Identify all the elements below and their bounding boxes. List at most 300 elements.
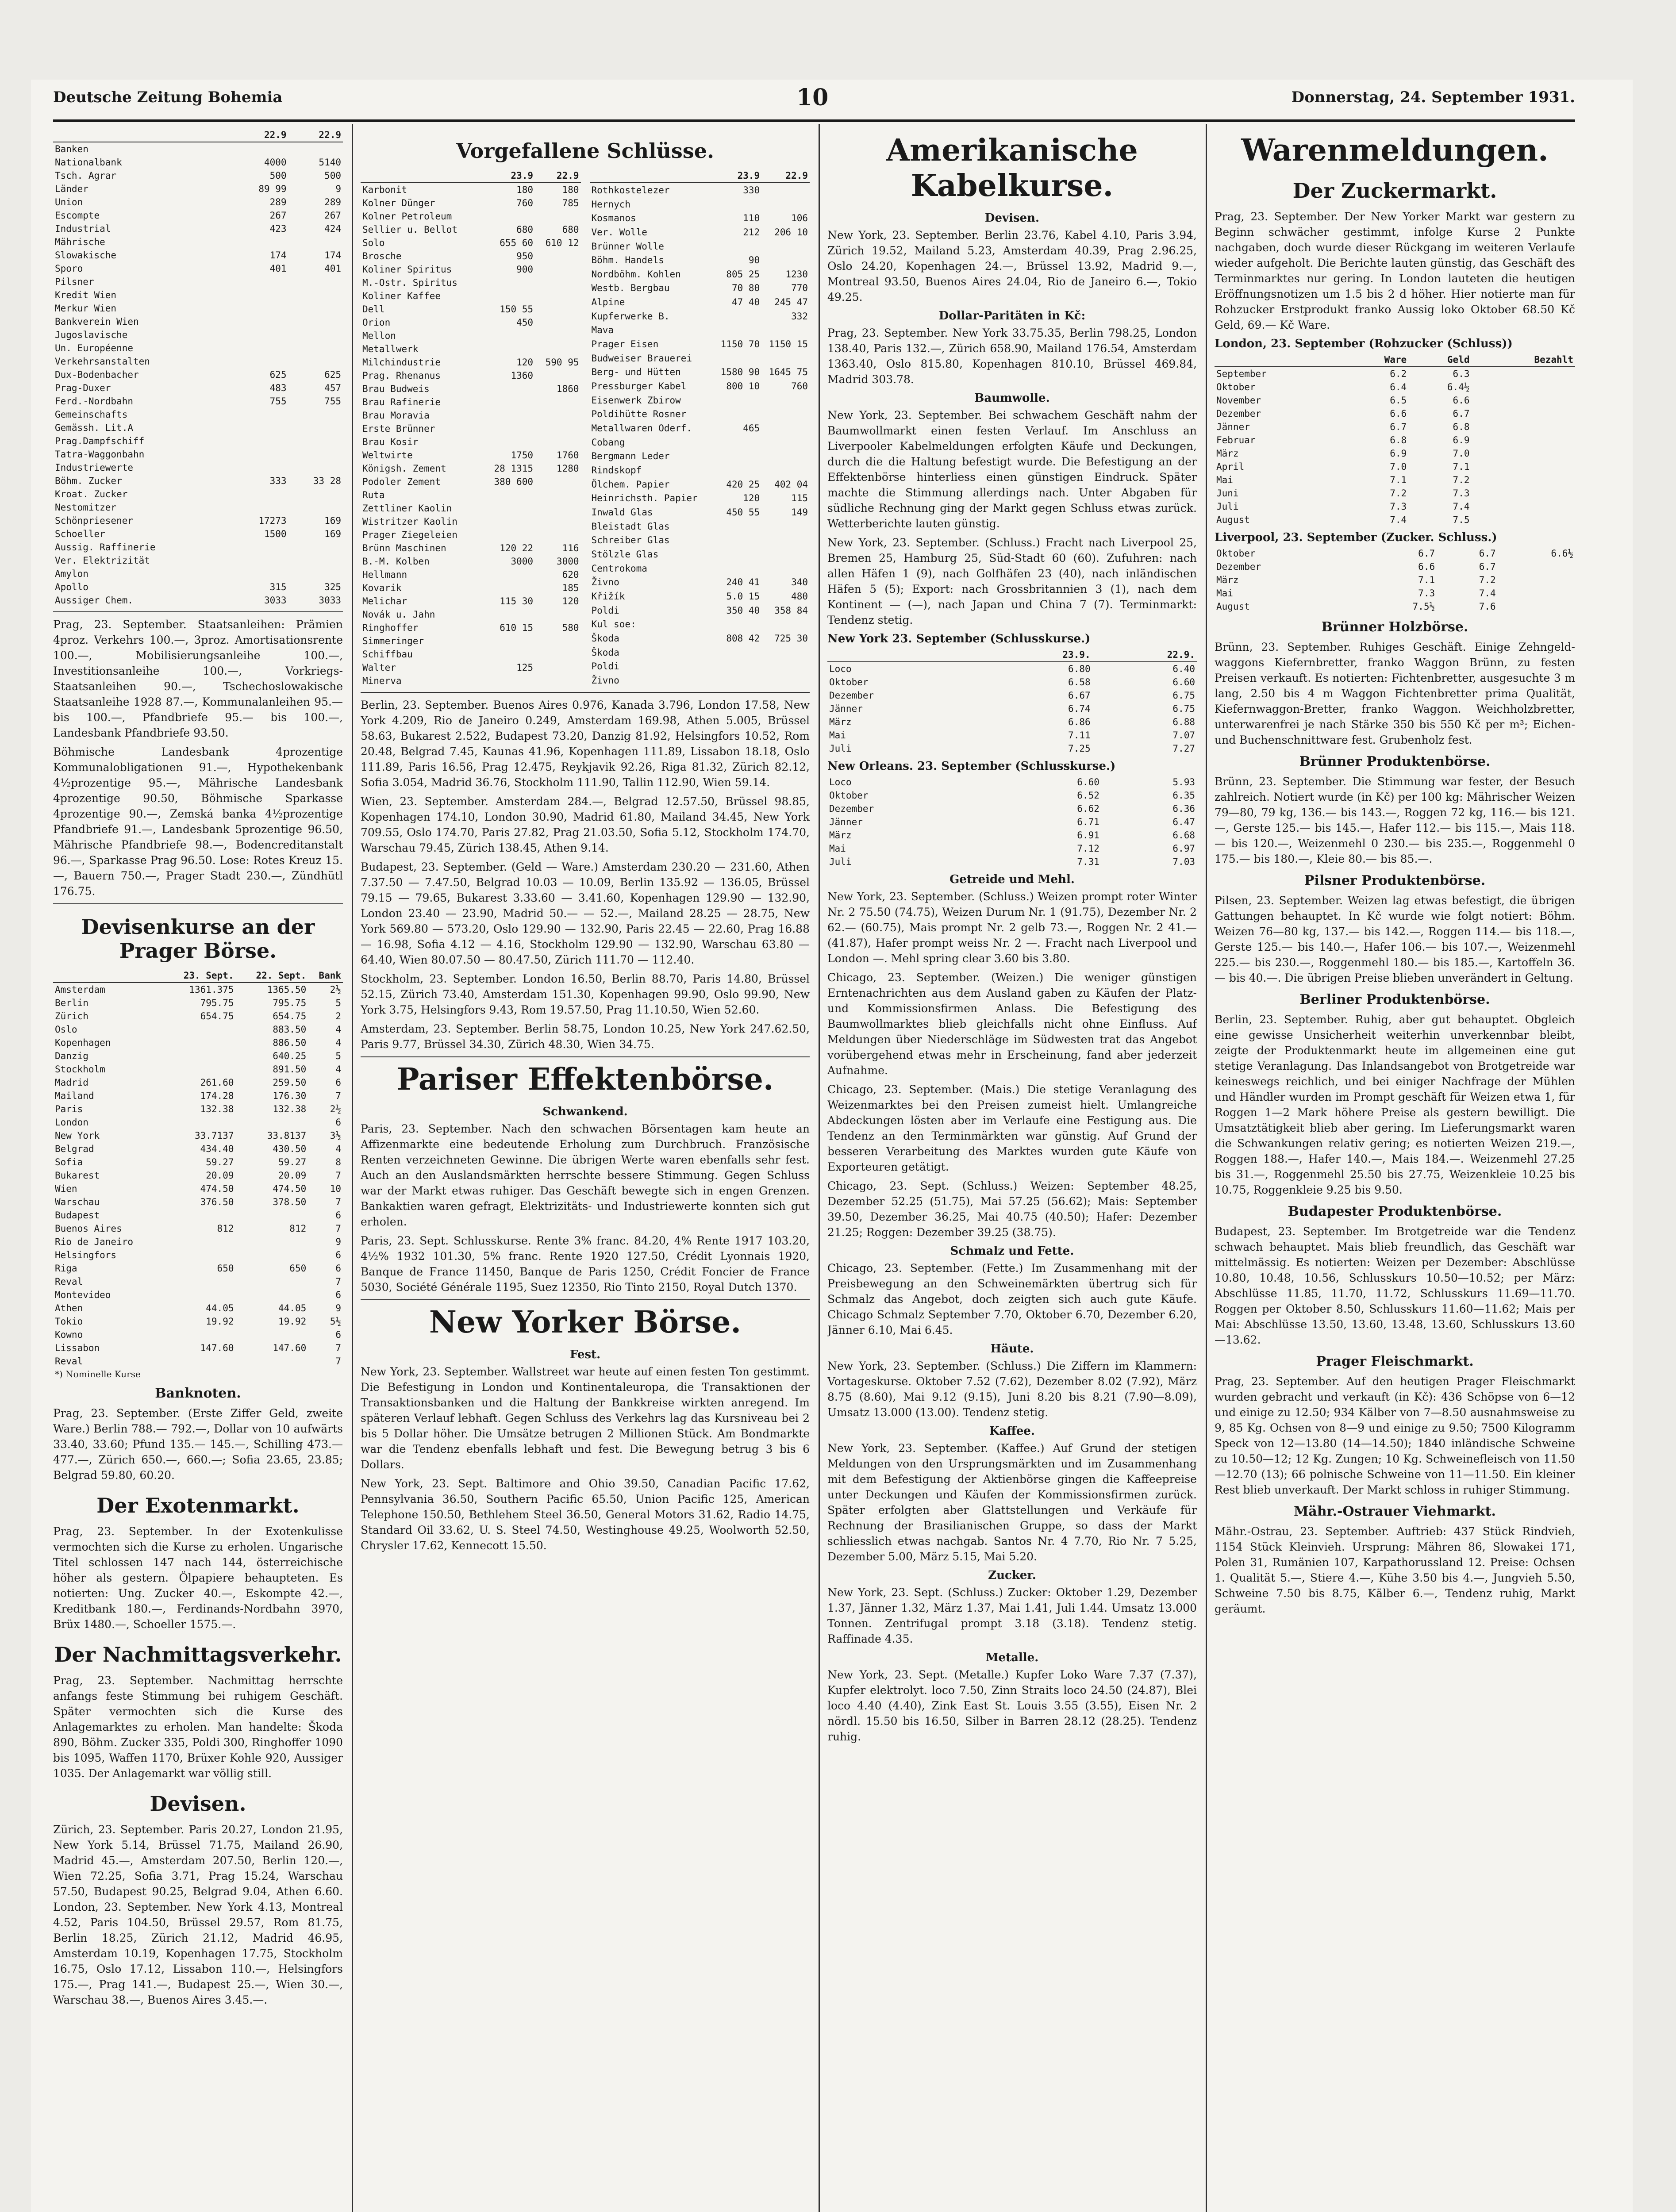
row-value: 7.2 (1479, 575, 1496, 585)
column-header: 22.9 (535, 169, 580, 183)
row-value (761, 561, 810, 576)
row-value (535, 488, 580, 502)
row-value: 3000 (556, 556, 579, 567)
table-row (361, 329, 581, 342)
row-label: Jänner (829, 817, 863, 827)
row-value (713, 197, 761, 211)
row-value: 5½ (330, 1316, 341, 1327)
row-value: 725 30 (774, 633, 808, 644)
row-value (535, 475, 580, 488)
row-value: 240 41 (726, 577, 760, 588)
table-row (53, 1156, 343, 1169)
row-label: Metallwaren Oderf. (591, 423, 692, 434)
row-value: 1280 (556, 463, 579, 474)
table-row (590, 365, 810, 380)
row-value (761, 239, 810, 253)
table-row (361, 621, 581, 634)
row-label: Minerva (362, 676, 402, 686)
row-label: Danzig (55, 1051, 88, 1061)
row-label: Koliner Kaffee (362, 291, 441, 301)
meat-report: Prag, 23. September. Auf den heutigen Prager Fleischmarkt wurden gebracht und verkauft (in Kč): 436 Schöpse von 6—12 und einige zu 12.50; 934 Kälber von 7—8.50 ausnahmsweise zu 9, 85 Kg. Ochsen von 8—9 und einige zu 9.50; 7500 Kilogramm Speck von 12—13.80 (14—14.50); 1840 inländische Schweine zu 10.50—12; 12 Kg. Zungen; 10 Kg. Schweinefleisch von 11.50—12.70 (13); 66 polnische Schweine von 11—11.50. Ein kleiner Rest blieb unverkauft. Der Markt schloss in ruhiger Stimmung. (1215, 1375, 1575, 1496)
table-row (361, 250, 581, 263)
row-value: 115 30 (500, 596, 534, 607)
row-value: 6.6½ (1551, 548, 1573, 559)
pfandbrief-report: Böhmische Landesbank 4prozentige Kommunalobligationen 91.—, Hypothekenbank 4½prozentige 95.—, Mährische Landesbank 4prozentige 90.50, Böhmische Sparkasse 4prozentige 90.—, Zemská banka 4½prozentige Pfandbriefe 91.—, Landesbank 5prozentige 96.50, Mährische Pfandbriefe 98.—, Bodencreditanstalt 96.—, Sparkasse Prag 96.50. Lose: Rotes Kreuz 15.—, Bauern 750.—, Prager Stadt 230.—, Zündhütl 176.75. (53, 745, 343, 898)
row-value (713, 463, 761, 477)
row-value (288, 501, 343, 514)
row-value (761, 253, 810, 267)
table-row (590, 589, 810, 603)
row-value: 6.6 (1390, 408, 1407, 419)
section-title-devisen: Devisen. (150, 1792, 246, 1816)
row-value (482, 515, 535, 528)
row-label: Erste Brünner (362, 423, 435, 434)
row-value: 44.05 (206, 1303, 234, 1313)
row-label: April (1216, 461, 1245, 472)
row-value (288, 235, 343, 249)
row-value: 6 (335, 1290, 341, 1300)
row-value: 7.4 (1453, 501, 1470, 512)
masthead-left: Deutsche Zeitung Bohemia (53, 88, 283, 106)
row-value: 6.60 (1077, 777, 1099, 787)
column-header (827, 648, 988, 662)
sugar-ny-report: New York, 23. Sept. (Schluss.) Zucker: Oktober 1.29, Dezember 1.37, Jänner 1.32, März 1.37, Mai 1.41, Juli 1.44. Umsatz 13.000 Tonnen. Zentrifugal prompt 3.18 (3.18). Tendenz stetig. Raffinade 4.35. (827, 1586, 1197, 1645)
produce-report: Brünn, 23. September. Die Stimmung war fester, der Besuch zahlreich. Notiert wurde (in Kč) per 100 kg: Mährischer Weizen 79—80, 79 kg, 136.— bis 143.—, Roggen 72 kg, 116.— bis 121.—, Gerste 125.— bis 145.—, Hafer 112.— bis 115.—, Mais 118.— bis 120.—, Weizenmehl 0 230.— bis 235.—, Roggenmehl 0 175.— bis 180.—, Kleie 80.— bis 85.—. (1215, 775, 1575, 865)
row-label: Reval (55, 1356, 83, 1367)
row-value: 6.91 (1077, 830, 1099, 841)
row-value (235, 1328, 308, 1341)
row-value: 474.50 (273, 1183, 307, 1194)
row-value (234, 302, 288, 315)
row-label: Oktober (1216, 548, 1256, 559)
column-4 (1215, 128, 1575, 2212)
row-value (482, 488, 535, 502)
row-value (482, 342, 535, 356)
closings-table-right (590, 169, 810, 687)
row-value (535, 289, 580, 303)
table-row (590, 449, 810, 464)
table-row (53, 1288, 343, 1302)
row-value (761, 393, 810, 407)
table-row (53, 1076, 343, 1089)
table-row (361, 435, 581, 449)
row-label: Mai (829, 843, 846, 854)
row-label: November (1216, 395, 1261, 406)
row-value (1471, 460, 1575, 473)
row-value: 325 (324, 582, 341, 592)
table-header-row (53, 969, 343, 983)
row-value: 19.92 (278, 1316, 307, 1327)
row-label: März (829, 717, 852, 727)
subsection-cotton: Baumwolle. (974, 392, 1050, 405)
row-label: Brau Kosir (362, 437, 419, 447)
row-value: 147.60 (273, 1343, 307, 1353)
row-value (535, 369, 580, 382)
row-value (234, 142, 288, 156)
row-value (1471, 487, 1575, 500)
row-value: 174 (269, 250, 287, 261)
row-value: 6.67 (1068, 690, 1091, 701)
row-value (234, 554, 288, 567)
section-title-paris: Pariser Effektenbörse. (396, 1062, 774, 1097)
row-value: 6.52 (1077, 790, 1099, 801)
table-row (827, 715, 1197, 729)
row-value: 625 (269, 369, 287, 380)
column-header (1215, 353, 1345, 367)
row-value: 33 28 (313, 476, 341, 486)
sugar-report: Prag, 23. September. Der New Yorker Markt war gestern zu Beginn schwächer gestimmt, infolge Kurse 2 Punkte nachgaben, doch wurde dieser Rückgang im weiteren Verlaufe wieder aufgeholt. Die Berichte lauten günstig, das Geschäft des Terminmarktes nur gering. In London lauteten die heutigen Eröffnungsnotizen um 1.5 bis 2 d höher. Hier notierte man für Rohzucker Erstprodukt franko Aussig loko Oktober 68.50 Kč Geld, 69.— Kč Ware. (1215, 210, 1575, 331)
row-value: 886.50 (273, 1037, 307, 1048)
row-value: 59.27 (278, 1157, 307, 1167)
row-value: 474.50 (200, 1183, 234, 1194)
row-value: 3033 (319, 595, 341, 606)
row-label: Rio de Janeiro (55, 1237, 134, 1247)
row-value (235, 1355, 308, 1368)
table-row (53, 1195, 343, 1209)
table-row (1215, 460, 1575, 473)
table-row (53, 434, 343, 448)
row-value: 6.47 (1172, 817, 1195, 827)
row-value (761, 617, 810, 631)
coffee-report: New York, 23. September. (Kaffee.) Auf Grund der stetigen Meldungen von den Ursprungsmärkten und im Zusammenhang mit dem Befestigung der Aktienbörse gingen die Kaffeepreise unter Deckungen und Käufen der Kommissionsfirmen zurück. Später erfolgten aber Glattstellungen und Verkäufe für Rechnung der Brasilianischen Gruppe, so dass der Markt schliesslich etwas nachgab. Santos Nr. 4 7.70, Rio Nr. 7 5.25, Dezember 5.00, März 5.15, Mai 5.20. (827, 1442, 1197, 1563)
table-row (361, 674, 581, 687)
column-3 (827, 128, 1197, 2212)
row-value: 1230 (785, 269, 808, 280)
row-label: Mai (829, 730, 846, 741)
row-label: Weltwirte (362, 450, 413, 461)
row-label: Kowno (55, 1329, 83, 1340)
row-value: 106 (791, 213, 808, 224)
row-value: 760 (791, 381, 808, 392)
table-row (53, 1248, 343, 1262)
row-label: Gemässh. Lit.A (55, 422, 134, 433)
row-value (234, 541, 288, 554)
table-row (361, 236, 581, 250)
row-value: 625 (324, 369, 341, 380)
row-label: Mailand (55, 1091, 94, 1101)
row-value: 434.40 (200, 1144, 234, 1154)
row-value: 795.75 (273, 998, 307, 1008)
row-value (482, 396, 535, 409)
row-value (1498, 573, 1575, 587)
table-row (361, 396, 581, 409)
row-value (713, 435, 761, 449)
table-row (53, 1063, 343, 1076)
cable-devisen: New York, 23. September. Berlin 23.76, Kabel 4.10, Paris 3.94, Zürich 19.52, Mailand 5.23, Amsterdam 40.39, Prag 2.96.25, Oslo 24.20, Kopenhagen 24.—, Brüssel 13.92, Madrid 9.—, Montreal 93.50, Buenos Aires 24.04, Rio de Janeiro 6.—, Tokio 49.25. (827, 229, 1197, 303)
row-label: Prag.Dampfschiff (55, 436, 145, 446)
row-label: März (1216, 575, 1239, 585)
table-row (590, 253, 810, 267)
table-row (827, 742, 1197, 755)
banknotes-report: Prag, 23. September. (Erste Ziffer Geld, zweite Ware.) Berlin 788.— 792.—, Dollar von 10 aufwärts 33.40, 33.60; Pfund 135.— 145.—, Schilling 473.— 477.—, Zürich 650.—, 660.—; Sofia 23.65, 23.85; Belgrad 59.80, 60.20. (53, 1407, 343, 1482)
row-value: 6.6 (1453, 395, 1470, 406)
row-label: Oktober (1216, 382, 1256, 392)
table-row (361, 382, 581, 396)
table-row (361, 409, 581, 422)
row-label: Kredit Wien (55, 290, 117, 300)
row-value (288, 342, 343, 355)
row-value (288, 408, 343, 421)
row-label: B.-M. Kolben (362, 556, 430, 567)
table-row (1215, 500, 1575, 513)
subsection-hides: Häute. (990, 1342, 1034, 1356)
table-row (590, 295, 810, 309)
subsection-dollar: Dollar-Paritäten in Kč: (938, 309, 1086, 323)
row-value: 500 (269, 170, 287, 181)
table-row (827, 842, 1197, 855)
row-label: Industriewerte (55, 462, 134, 473)
table-row (361, 581, 581, 595)
row-label: Brünner Wolle (591, 241, 664, 252)
row-label: Sporo (55, 263, 83, 274)
row-value: 6.36 (1172, 803, 1195, 814)
subsection-lard: Schmalz und Fette. (950, 1244, 1074, 1258)
row-label: Februar (1216, 435, 1256, 445)
table-row (1215, 434, 1575, 447)
row-value (234, 421, 288, 434)
table-row (1215, 573, 1575, 587)
row-value (163, 1248, 236, 1262)
row-label: Tatra-Waggonbahn (55, 449, 145, 460)
row-label: Oktober (829, 790, 869, 801)
table-row (361, 223, 581, 236)
row-label: Nationalbank (55, 157, 122, 168)
row-value (288, 421, 343, 434)
row-label: Ver. Wolle (591, 227, 647, 238)
row-value: 1645 75 (769, 367, 808, 378)
table-row (590, 533, 810, 547)
table-row (827, 776, 1197, 789)
row-label: Křižík (591, 591, 625, 602)
row-value: 6.58 (1068, 677, 1091, 687)
row-value: 289 (269, 197, 287, 207)
closings-tables (361, 169, 810, 687)
cattle-report: Mähr.-Ostrau, 23. September. Auftrieb: 437 Stück Rindvieh, 1154 Stück Kleinvieh. Ursprung: Mähren 86, Slowakei 171, Polen 31, Rumänien 107, Karpathorussland 12. Preise: Ochsen 1. Qualität 5.—, Stiere 4.—, Kühe 3.50 bis 4.—, Jungvieh 5.50, Schweine 7.50 bis 8.75, Kälber 6.—, Tendenz ruhig, Markt geräumt. (1215, 1525, 1575, 1615)
stockholm-devisen: Stockholm, 23. September. London 16.50, Berlin 88.70, Paris 14.80, Brüssel 52.15, Zürich 73.40, Amsterdam 151.30, Kopenhagen 99.90, Oslo 99.90, New York 3.75, Helsingfors 9.43, Rom 19.57.50, Prag 11.10.50, Wien 52.60. (361, 972, 810, 1016)
row-value: 1365.50 (267, 984, 307, 995)
row-label: Škoda (591, 647, 619, 658)
row-value: 7.0 (1453, 448, 1470, 459)
table-row (53, 1129, 343, 1142)
row-value (235, 1288, 308, 1302)
row-value: 760 (516, 198, 534, 208)
row-value: 7 (335, 1223, 341, 1234)
table-row (590, 421, 810, 435)
table-row (827, 855, 1197, 868)
row-value: 1580 90 (720, 367, 760, 378)
table-row (361, 342, 581, 356)
row-value (234, 488, 288, 501)
row-value (234, 315, 288, 328)
row-value (288, 541, 343, 554)
row-value: 332 (791, 311, 808, 322)
row-value: 755 (324, 396, 341, 407)
row-value (761, 547, 810, 561)
table-row (361, 356, 581, 369)
row-label: Stockholm (55, 1064, 105, 1075)
row-label: Juli (1216, 501, 1239, 512)
row-value (163, 1063, 236, 1076)
row-value (288, 488, 343, 501)
row-label: Gemeinschafts (55, 409, 128, 420)
row-label: Eisenwerk Zbirow (591, 395, 681, 406)
table-row (1215, 380, 1575, 394)
row-value: 6.7 (1479, 561, 1496, 572)
row-value: 17273 (258, 515, 287, 526)
table-row (361, 608, 581, 621)
row-value: 654.75 (273, 1011, 307, 1022)
row-value: 169 (324, 529, 341, 539)
row-value (713, 561, 761, 576)
row-value: 267 (269, 210, 287, 221)
row-value: 900 (516, 264, 534, 275)
row-value (1498, 560, 1575, 573)
row-value: 795.75 (200, 998, 234, 1008)
row-value: 6.68 (1172, 830, 1195, 841)
row-value: 4 (335, 1144, 341, 1154)
row-label: Živno (591, 577, 619, 588)
row-value: 1361.375 (189, 984, 234, 995)
row-value: 812 (217, 1223, 234, 1234)
row-value: 376.50 (200, 1197, 234, 1207)
table-row (361, 449, 581, 462)
table-row (53, 1089, 343, 1102)
row-value: 6 (335, 1263, 341, 1274)
row-value: 3½ (330, 1130, 341, 1141)
row-label: Živno (591, 675, 619, 686)
row-value: 245 47 (774, 297, 808, 308)
table-row (1215, 447, 1575, 460)
row-value: 110 (743, 213, 760, 224)
row-value (535, 276, 580, 289)
row-value: 770 (791, 283, 808, 294)
row-label: September (1216, 369, 1267, 379)
row-value: 6.97 (1172, 843, 1195, 854)
row-label: Kovarik (362, 583, 402, 593)
row-value: 6.2 (1390, 369, 1407, 379)
column-divider (1206, 124, 1207, 2212)
row-value: 7.3 (1390, 501, 1407, 512)
row-value: 620 (562, 569, 579, 580)
row-value: 7.0 (1390, 461, 1407, 472)
row-label: Alpine (591, 297, 625, 308)
row-value: 340 (791, 577, 808, 588)
row-value: 59.27 (206, 1157, 234, 1167)
row-value (482, 210, 535, 223)
table-row (53, 1355, 343, 1368)
table-row (53, 328, 343, 342)
row-value (482, 648, 535, 661)
row-value: 6.8 (1453, 422, 1470, 432)
row-value (535, 396, 580, 409)
row-value (235, 1275, 308, 1288)
row-label: Berlin (55, 998, 88, 1008)
row-value: 19.92 (206, 1316, 234, 1327)
row-value (1471, 380, 1575, 394)
row-label: Bleistadt Glas (591, 521, 670, 532)
row-value (163, 1209, 236, 1222)
row-value: 423 (269, 223, 287, 234)
row-value (482, 435, 535, 449)
row-value (761, 645, 810, 660)
table-row (590, 505, 810, 519)
row-label: Hellmann (362, 569, 407, 580)
table-row (590, 575, 810, 589)
section-title-sugar: Der Zuckermarkt. (1292, 179, 1497, 203)
bank-shares-table (53, 128, 343, 607)
row-value: 358 84 (774, 605, 808, 616)
table-row (827, 702, 1197, 715)
row-label: Bergmann Leder (591, 451, 670, 462)
divider (361, 692, 810, 693)
table-row (1215, 547, 1575, 560)
section-title-banknotes: Banknoten. (155, 1386, 241, 1401)
row-value: 180 (516, 184, 534, 195)
row-value: 120 (743, 493, 760, 504)
grain-ny: New York, 23. September. (Schluss.) Weizen prompt roter Winter Nr. 2 75.50 (74.75), Weizen Durum Nr. 1 (91.75), Dezember Nr. 2 62.— (60.75), Mais prompt Nr. 2 gelb 73.—, Roggen Nr. 2 41.— (41.87), Hafer prompt weiss Nr. 2 —. Fracht nach Liverpool und London —. Mehl spring clear 3.60 bis 3.80. (827, 890, 1197, 965)
row-label: Bankverein Wien (55, 316, 139, 327)
row-value: 808 42 (726, 633, 760, 644)
row-value: 1760 (556, 450, 579, 461)
table-row (53, 1275, 343, 1288)
row-value (163, 1023, 236, 1036)
table-row (590, 309, 810, 323)
row-value (482, 382, 535, 396)
table-row (590, 225, 810, 239)
section-title-fx: Devisenkurse an der Prager Börse. (81, 915, 315, 963)
table-row (1215, 587, 1575, 600)
row-value: 5 (335, 1051, 341, 1061)
table-row (53, 156, 343, 169)
row-value (288, 275, 343, 288)
cotton-table-title: New York 23. September (Schlusskurse.) (827, 632, 1091, 645)
row-label: März (829, 830, 852, 841)
table-row (53, 1049, 343, 1063)
row-label: Ruta (362, 490, 385, 500)
row-label: August (1216, 601, 1250, 612)
table-row (827, 802, 1197, 815)
row-label: Dezember (829, 803, 874, 814)
row-value: 2½ (330, 984, 341, 995)
devisen-report: Zürich, 23. September. Paris 20.27, London 21.95, New York 5.14, Brüssel 71.75, Mailand 26.90, Madrid 45.—, Amsterdam 207.50, Berlin 120.—, Wien 72.25, Sofia 3.71, Prag 15.24, Warschau 57.50, Budapest 90.25, Belgrad 9.04, Athen 6.60. London, 23. September. New York 4.13, Montreal 4.52, Paris 104.50, Brüssel 29.57, Rom 81.75, Berlin 18.25, Zürich 21.12, Madrid 46.95, Amsterdam 10.19, Kopenhagen 17.75, Stockholm 16.75, Oslo 17.12, Lissabon 110.—, Helsingfors 175.—, Prag 141.—, Budapest 25.—, Wien 30.—, Warschau 38.—, Buenos Aires 3.45.—. (53, 1823, 343, 2006)
row-label: Montevideo (55, 1290, 111, 1300)
row-value: 7 (335, 1170, 341, 1181)
table-row (53, 474, 343, 488)
afternoon-report: Prag, 23. September. Nachmittag herrschte anfangs feste Stimmung bei ruhigem Geschäft. Später vermochten sich die Kurse des Anlagemarktes zu erholen. Man handelte: Škoda 890, Böhm. Zucker 335, Poldi 300, Ringhoffer 1090 bis 1095, Waffen 1170, Brüxer Kohle 920, Aussiger 1035. Der Anlagemarkt war völlig still. (53, 1674, 343, 1780)
row-value (234, 567, 288, 580)
row-label: Brau Budweis (362, 384, 430, 394)
row-label: Mai (1216, 588, 1233, 599)
row-label: Milchindustrie (362, 357, 441, 368)
table-row (590, 393, 810, 407)
row-value: 6 (335, 1250, 341, 1260)
table-row (53, 1328, 343, 1341)
row-value (535, 608, 580, 621)
row-value (288, 434, 343, 448)
row-value (1471, 420, 1575, 434)
grain-chicago-close: Chicago, 23. Sept. (Schluss.) Weizen: September 48.25, Dezember 52.25 (51.75), Mai 57.25 (56.62); Mais: September 39.50, Dezember 36.25, Mai 40.75 (40.50); Hafer: Dezember 21.25; Roggen: Dezember 39.25 (38.75). (827, 1179, 1197, 1239)
table-row (827, 676, 1197, 689)
row-value: 6.40 (1172, 664, 1195, 674)
row-value: 132.38 (200, 1104, 234, 1114)
row-value: 401 (324, 263, 341, 274)
row-value: 6.88 (1172, 717, 1195, 727)
row-value: 2 (335, 1011, 341, 1022)
row-value: 6.5 (1390, 395, 1407, 406)
dollar-parities: Prag, 23. September. New York 33.75.35, Berlin 798.25, London 138.40, Paris 132.—, Zürich 658.90, Mailand 176.54, Amsterdam 1363.40, Oslo 815.80, Kopenhagen 810.10, Brüssel 469.84, Madrid 303.78. (827, 326, 1197, 386)
row-label: Loco (829, 777, 852, 787)
row-value: 7.12 (1077, 843, 1099, 854)
